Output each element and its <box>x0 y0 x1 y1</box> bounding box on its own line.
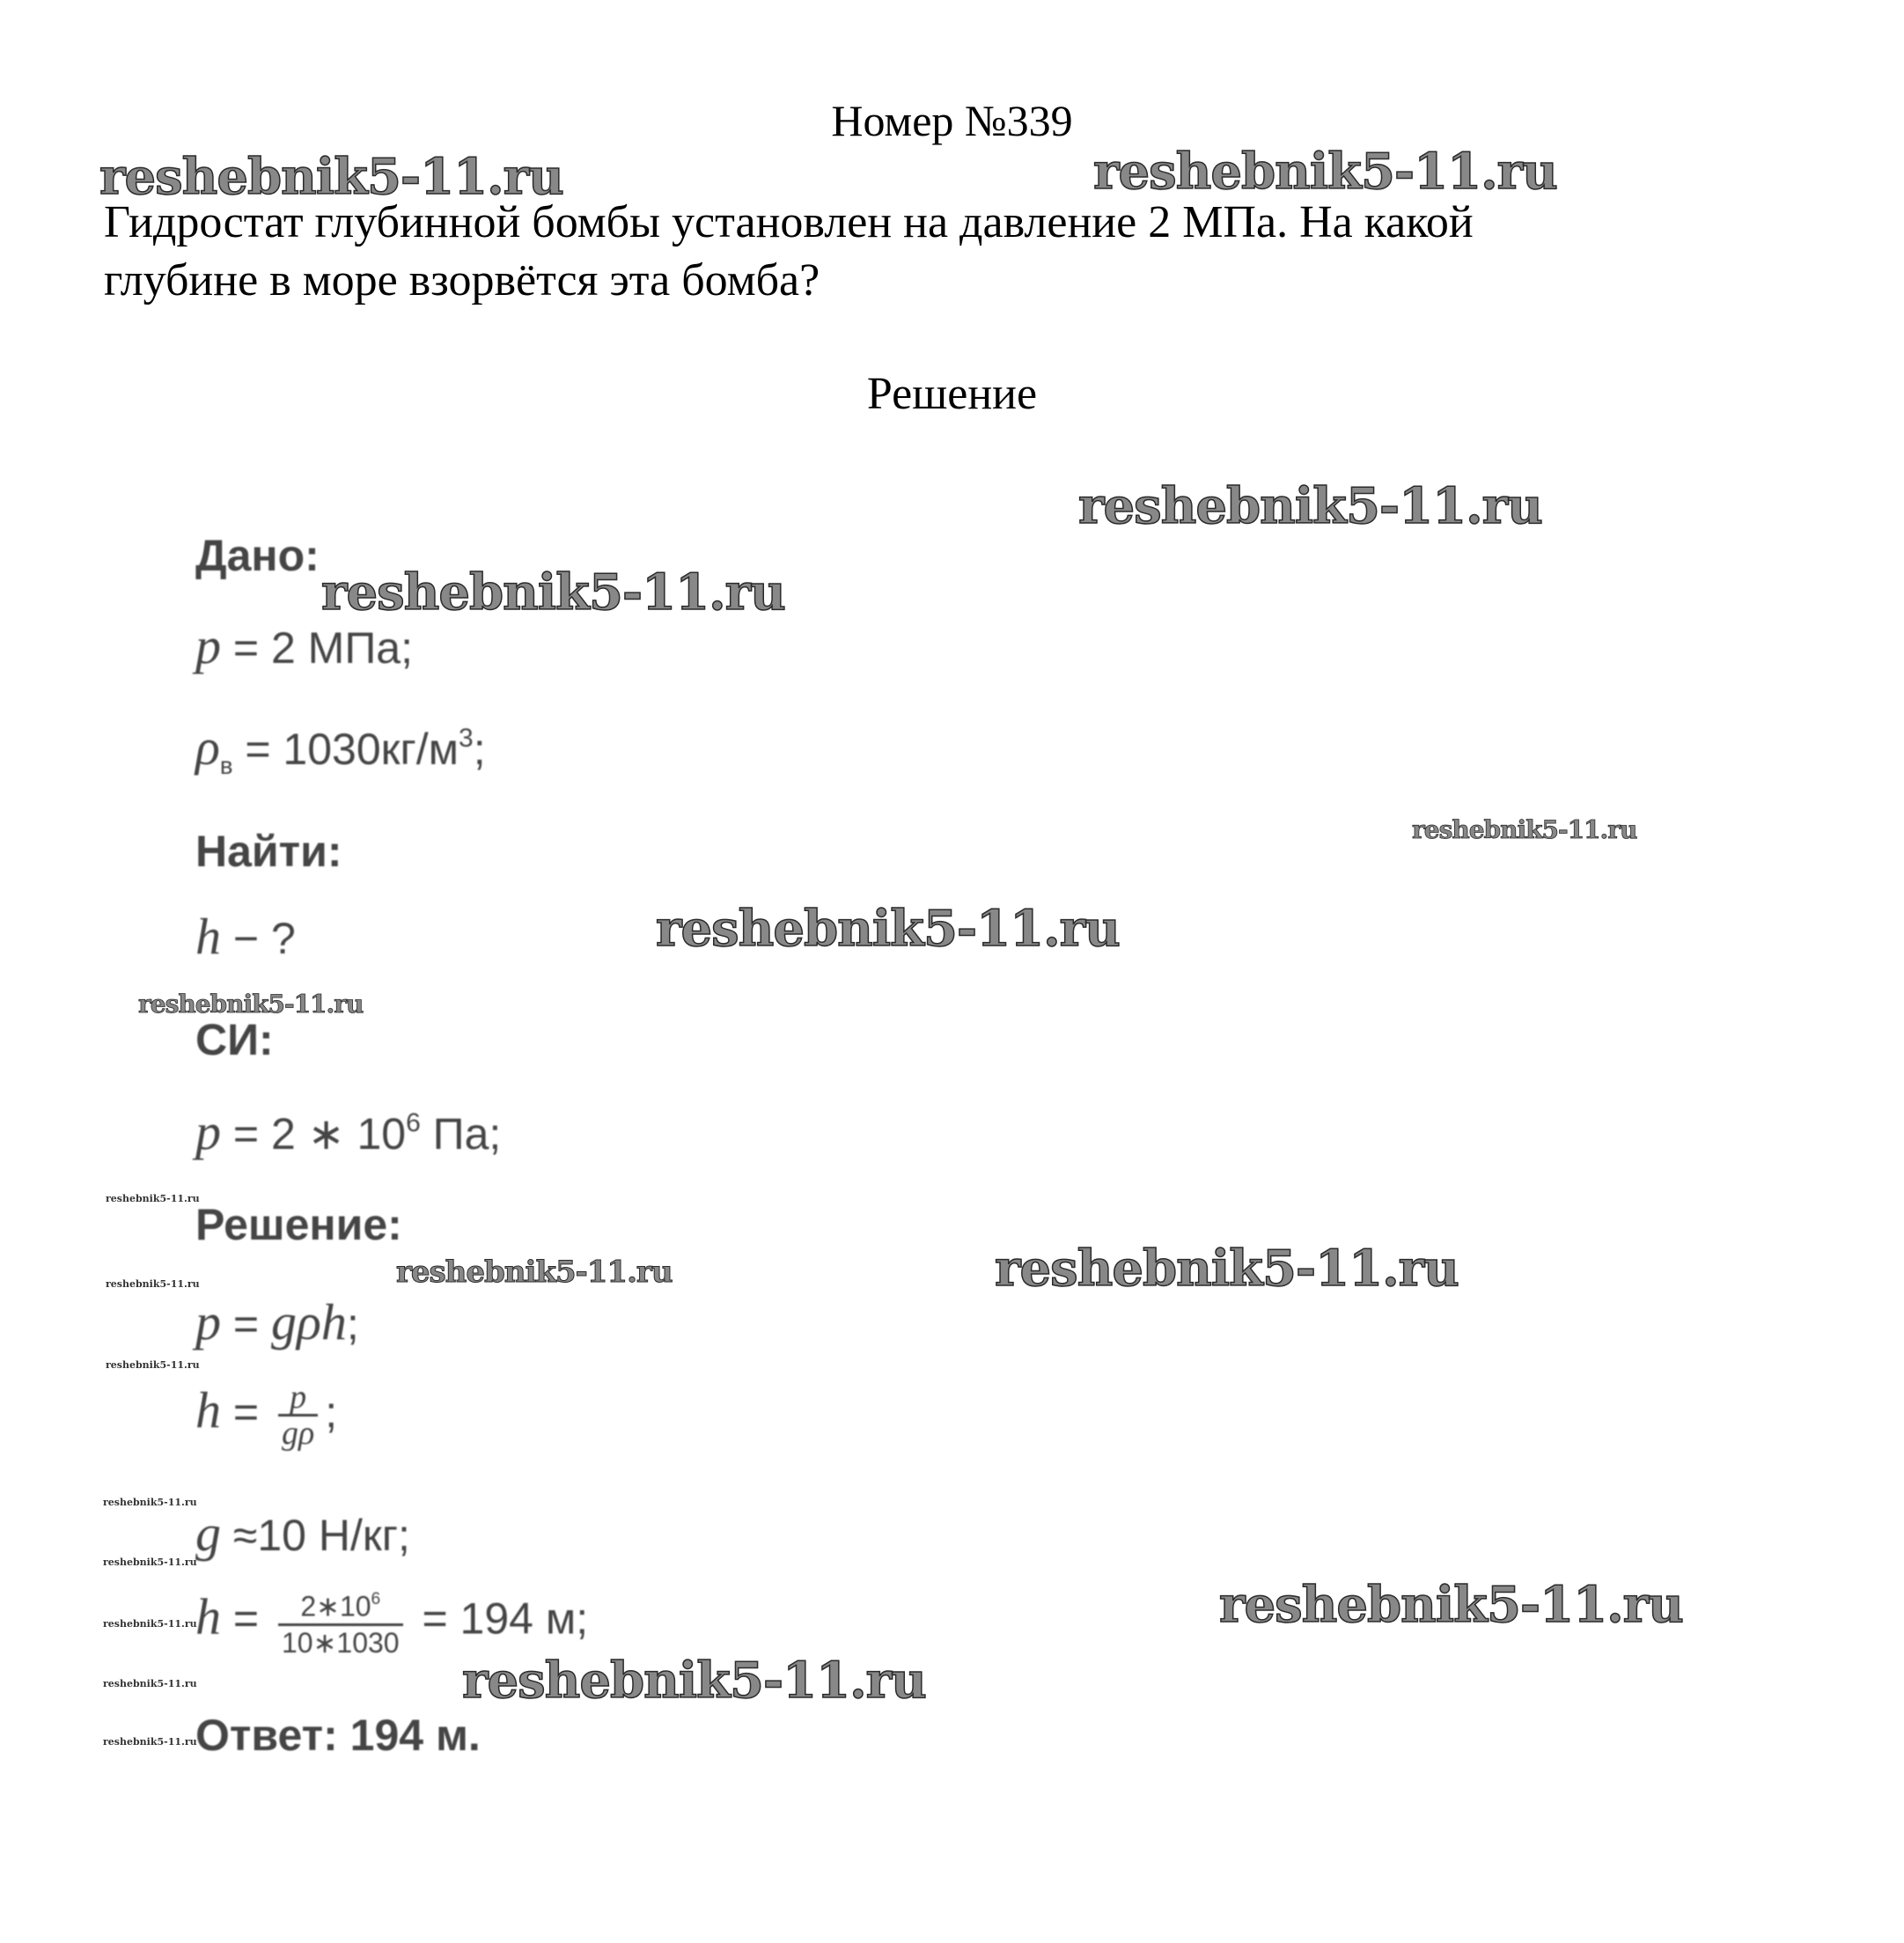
solution-heading: Решение <box>866 369 1038 419</box>
watermark: reshebnik5-11.ru <box>462 1652 926 1710</box>
si-heading: СИ: <box>195 1015 274 1064</box>
watermark: reshebnik5-11.ru <box>99 148 563 206</box>
watermark: reshebnik5-11.ru <box>1412 815 1637 844</box>
find-heading: Найти: <box>195 827 342 876</box>
watermark: reshebnik5-11.ru <box>106 1359 200 1371</box>
density-symbol: ρ <box>195 718 220 776</box>
watermark: reshebnik5-11.ru <box>103 1618 197 1630</box>
formula-pressure: p = gρh; <box>195 1293 359 1351</box>
gravity-value: g ≈10 Н/кг; <box>195 1505 410 1562</box>
pressure-symbol: p <box>195 617 221 674</box>
given-heading: Дано: <box>195 531 320 580</box>
watermark: reshebnik5-11.ru <box>1078 477 1542 535</box>
depth-symbol: h <box>195 908 221 965</box>
watermark: reshebnik5-11.ru <box>1219 1576 1683 1634</box>
watermark: reshebnik5-11.ru <box>321 563 785 622</box>
watermark: reshebnik5-11.ru <box>103 1678 197 1689</box>
watermark: reshebnik5-11.ru <box>106 1278 200 1290</box>
solution-sub-heading: Решение: <box>195 1200 402 1249</box>
problem-statement <box>104 194 1776 310</box>
depth-calculation: h = $\frac{2∗10^6}{10∗1030}$ = 194 м; <box>195 1585 588 1660</box>
watermark: reshebnik5-11.ru <box>995 1240 1459 1298</box>
watermark: reshebnik5-11.ru <box>138 990 364 1019</box>
watermark: reshebnik5-11.ru <box>1093 143 1557 201</box>
si-pressure: p = 2 ∗ $10^6$ Па; <box>195 1103 502 1160</box>
watermark: reshebnik5-11.ru <box>656 900 1120 958</box>
problem-line-2: глубине в море взорвётся эта бомба? <box>104 255 820 305</box>
find-depth: h − ? <box>195 908 296 965</box>
page-title: Номер №339 <box>831 96 1073 145</box>
problem-line-1: Гидростат глубинной бомбы установлен на давление 2 МПа. На какой <box>104 197 1474 247</box>
fraction: $\frac{2∗10^6}{10∗1030}$ <box>278 1585 403 1660</box>
given-pressure: p = 2 МПа; <box>195 617 413 674</box>
watermark: reshebnik5-11.ru <box>106 1193 200 1204</box>
formula-depth: h = $\frac{p}{g\rho}$ ; <box>195 1379 338 1453</box>
fraction: $\frac{p}{g\rho}$ <box>278 1380 318 1450</box>
given-density: $\rho_в = 1030кг/м^3$; <box>195 718 486 779</box>
watermark: reshebnik5-11.ru <box>103 1736 197 1748</box>
watermark: reshebnik5-11.ru <box>396 1255 673 1290</box>
watermark: reshebnik5-11.ru <box>103 1497 197 1508</box>
answer: Ответ: 194 м. <box>195 1711 481 1760</box>
watermark: reshebnik5-11.ru <box>103 1557 197 1568</box>
